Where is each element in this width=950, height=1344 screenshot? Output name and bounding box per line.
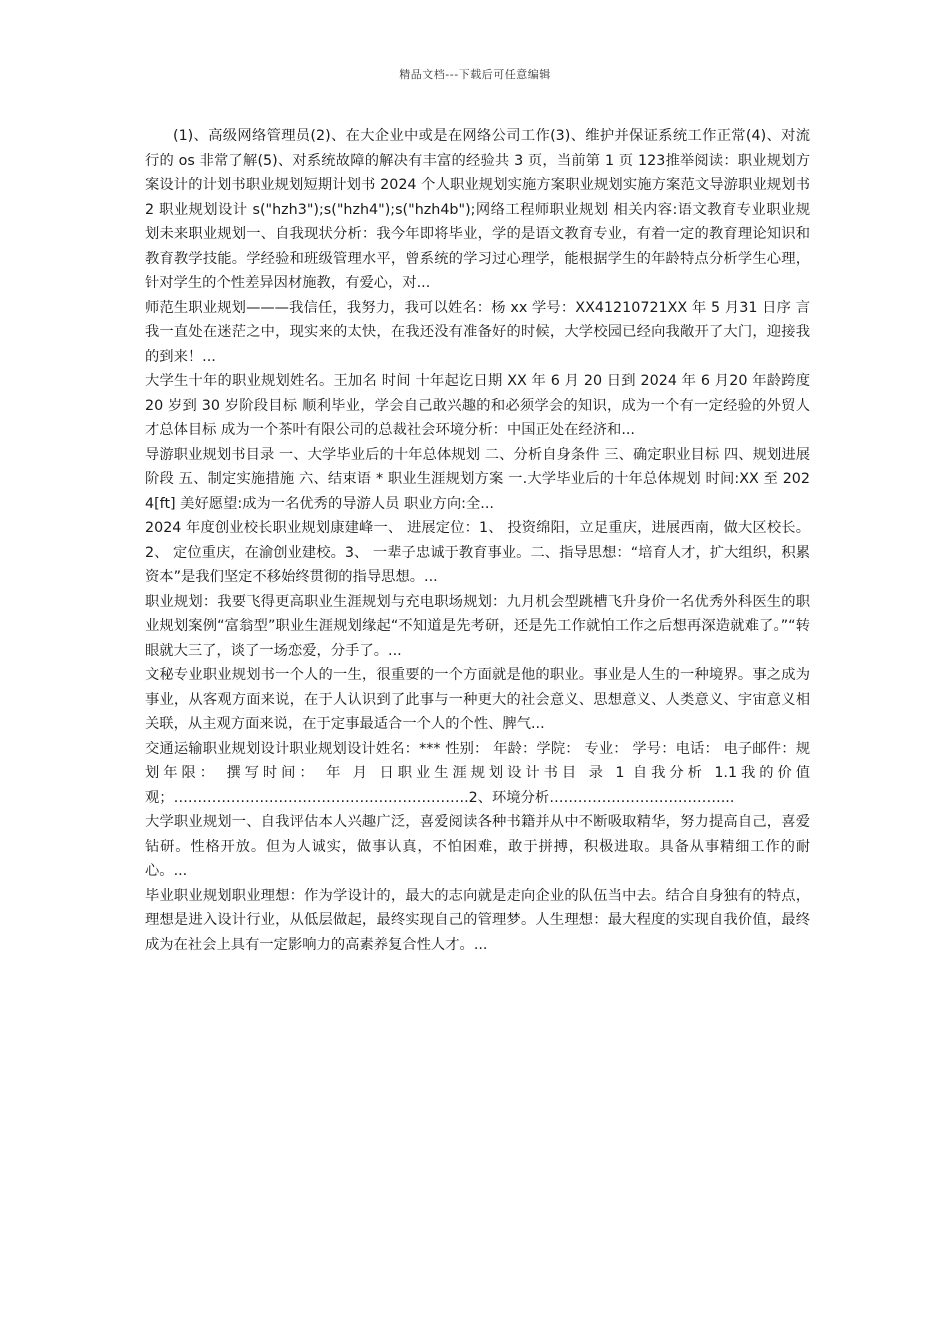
paragraph-secretary: 文秘专业职业规划书一个人的一生，很重要的一个方面就是他的职业。事业是人生的一种境界。事之成为事业，从客观方面来说，在于人认识到了此事与一种更大的社会意义、思想意义、人类意义、宇宙意义相关联，从主观方面来说，在于定事最适合一个人的个性、脾气...	[145, 667, 810, 732]
paragraph-tour-guide: 导游职业规划书目录 一、大学毕业后的十年总体规划 二、分析自身条件 三、确定职业目标 四、规划进展阶段 五、制定实施措施 六、结束语 * 职业生涯规划方案 一.大学毕业后的十年总体规划 时间:XX 至 2024[ft] 美好愿望:成为一名优秀的导游人员 职业方向:全...	[145, 446, 810, 512]
paragraph-fly-higher: 职业规划：我要飞得更高职业生涯规划与充电职场规划：九月机会型跳槽飞升身价一名优秀外科医生的职业规划案例“富翁型”职业生涯规划缘起“不知道是先考研，还是先工作就怕工作之后想再深造就难了。”“转眼就大三了，谈了一场恋爱，分手了。...	[145, 593, 810, 659]
document-body	[145, 124, 810, 957]
paragraph-normal-student: 师范生职业规划———我信任，我努力，我可以姓名：杨 xx 学号：XX41210721XX 年 5 月31 日序 言我一直处在迷茫之中，现实来的太快，在我还没有准备好的时候，大学校园已经向我敞开了大门，迎接我的到来！...	[145, 299, 810, 365]
page-header: 精品文档---下载后可任意编辑	[399, 68, 551, 81]
paragraph-principal: 2024 年度创业校长职业规划康建峰一、 进展定位：1、 投资绵阳，立足重庆，进展西南，做大区校长。2、 定位重庆，在渝创业建校。3、 一辈子忠诚于教育事业。二、指导思想：“培育人才，扩大组织，积累资本”是我们坚定不移始终贯彻的指导思想。...	[145, 520, 810, 585]
paragraph-graduate-plan: 毕业职业规划职业理想：作为学设计的，最大的志向就是走向企业的队伍当中去。结合自身独有的特点，理想是进入设计行业，从低层做起，最终实现自己的管理梦。人生理想：最大程度的实现自我价值，最终成为在社会上具有一定影响力的高素养复合性人才。...	[145, 887, 810, 953]
paragraph-college-plan: 大学职业规划一、自我评估本人兴趣广泛，喜爱阅读各种书籍并从中不断吸取精华，努力提高自己，喜爱钻研。性格开放。但为人诚实，做事认真，不怕困难，敢于拼搏，积极进取。具备从事精细工作的耐心。...	[145, 814, 810, 879]
paragraph-transport: 交通运输职业规划设计职业规划设计姓名：*** 性别： 年龄：学院： 专业： 学号：电话： 电子邮件：规划年限： 撰写时间： 年 月 日职业生涯规划设计书目 录 1 自我分析 1.1我的价值观；……………………………………………………..2、环境分析………………………………...	[145, 740, 810, 806]
paragraph-ten-year-plan: 大学生十年的职业规划姓名。王加名 时间 十年起讫日期 XX 年 6 月 20 日到 2024 年 6 月20 年龄跨度 20 岁到 30 岁阶段目标 顺利毕业，学会自己敢兴趣的和必须学会的知识，成为一个有一定经验的外贸人才总体目标 成为一个茶叶有限公司的总裁社会环境分析：中国正处在经济和...	[145, 373, 810, 438]
paragraph-network-admin: (1)、高级网络管理员(2)、在大企业中或是在网络公司工作(3)、维护并保证系统工作正常(4)、对流行的 os 非常了解(5)、对系统故障的解决有丰富的经验共 3 页，当前第 1 页 123推举阅读：职业规划方案设计的计划书职业规划短期计划书 2024 个人职业规划实施方案职业规划实施方案范文导游职业规划书 2 职业规划设计 s("hzh3");s("hzh4");s("hzh4b");网络工程师职业规划 相关内容:语文教育专业职业规划未来职业规划一、自我现状分析：我今年即将毕业，学的是语文教育专业，有着一定的教育理论知识和教育教学技能。学经验和班级管理水平，曾系统的学习过心理学，能根据学生的年龄特点分析学生心理，针对学生的个性差异因材施教，有爱心，对...	[145, 128, 810, 291]
